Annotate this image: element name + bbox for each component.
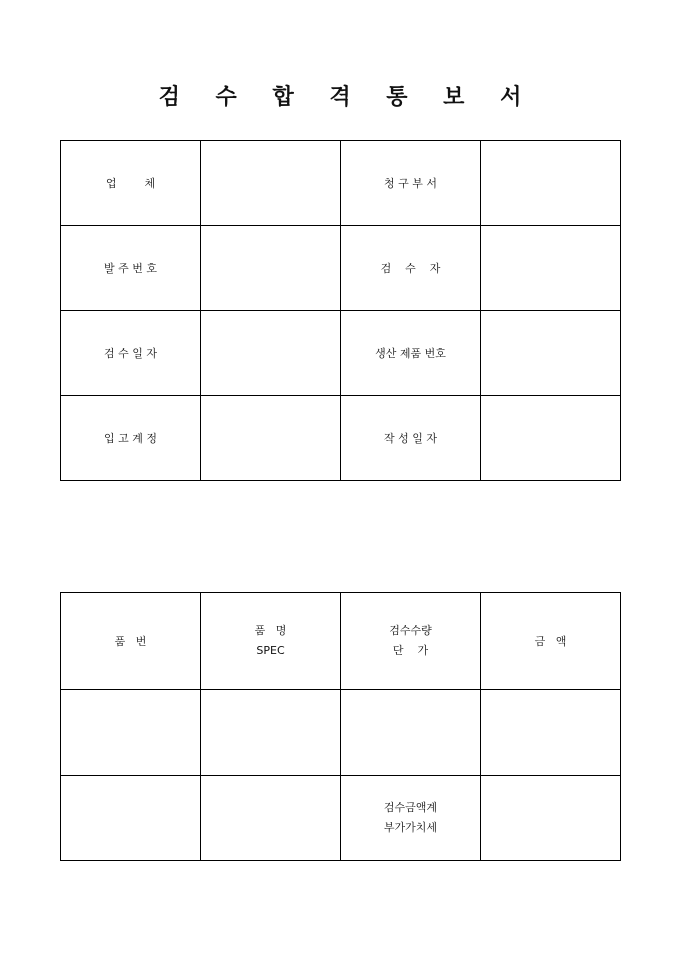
receipt-account-label: 입 고 계 정 xyxy=(61,396,201,481)
table-row xyxy=(61,690,621,776)
receipt-account-value[interactable] xyxy=(201,396,341,481)
billing-dept-label: 청 구 부 서 xyxy=(341,141,481,226)
product-no-label: 생산 제품 번호 xyxy=(341,311,481,396)
inspection-info-table xyxy=(60,140,621,481)
vat-label: 부가가치세 xyxy=(383,821,438,834)
qty-header-line: 검수수량 xyxy=(389,624,432,637)
company-label xyxy=(61,141,201,226)
name-header-line: 품 명 xyxy=(254,624,287,637)
total-amount-label: 검수금액계 xyxy=(383,801,438,814)
amount-header: 금 액 xyxy=(481,593,621,690)
table-row xyxy=(61,311,621,396)
inspection-date-value[interactable] xyxy=(201,311,341,396)
table-row xyxy=(61,396,621,481)
table-header-row xyxy=(61,593,621,690)
created-date-value[interactable] xyxy=(481,396,621,481)
order-no-label: 발 주 번 호 xyxy=(61,226,201,311)
inspection-date-label: 검 수 일 자 xyxy=(61,311,201,396)
inspector-label: 검 수 자 xyxy=(341,226,481,311)
amount-cell[interactable] xyxy=(481,690,621,776)
table-row xyxy=(61,776,621,861)
qty-price-header xyxy=(341,593,481,690)
qty-price-cell[interactable] xyxy=(341,690,481,776)
created-date-label: 작 성 일 자 xyxy=(341,396,481,481)
inspector-value[interactable] xyxy=(481,226,621,311)
table-row xyxy=(61,226,621,311)
unit-price-header-line: 단 가 xyxy=(392,644,429,657)
total-vat-label xyxy=(341,776,481,861)
billing-dept-value[interactable] xyxy=(481,141,621,226)
company-label-text: 업 체 xyxy=(105,177,156,190)
part-no-header: 품 번 xyxy=(61,593,201,690)
part-no-cell[interactable] xyxy=(61,690,201,776)
part-no-cell[interactable] xyxy=(61,776,201,861)
name-spec-cell[interactable] xyxy=(201,776,341,861)
name-spec-cell[interactable] xyxy=(201,690,341,776)
product-no-value[interactable] xyxy=(481,311,621,396)
spec-header-line: SPEC xyxy=(256,644,285,657)
document-title: 검 수 합 격 통 보 서 xyxy=(158,84,536,110)
total-amount-value[interactable] xyxy=(481,776,621,861)
items-table xyxy=(60,592,621,861)
table-row xyxy=(61,141,621,226)
name-spec-header xyxy=(201,593,341,690)
company-value[interactable] xyxy=(201,141,341,226)
order-no-value[interactable] xyxy=(201,226,341,311)
